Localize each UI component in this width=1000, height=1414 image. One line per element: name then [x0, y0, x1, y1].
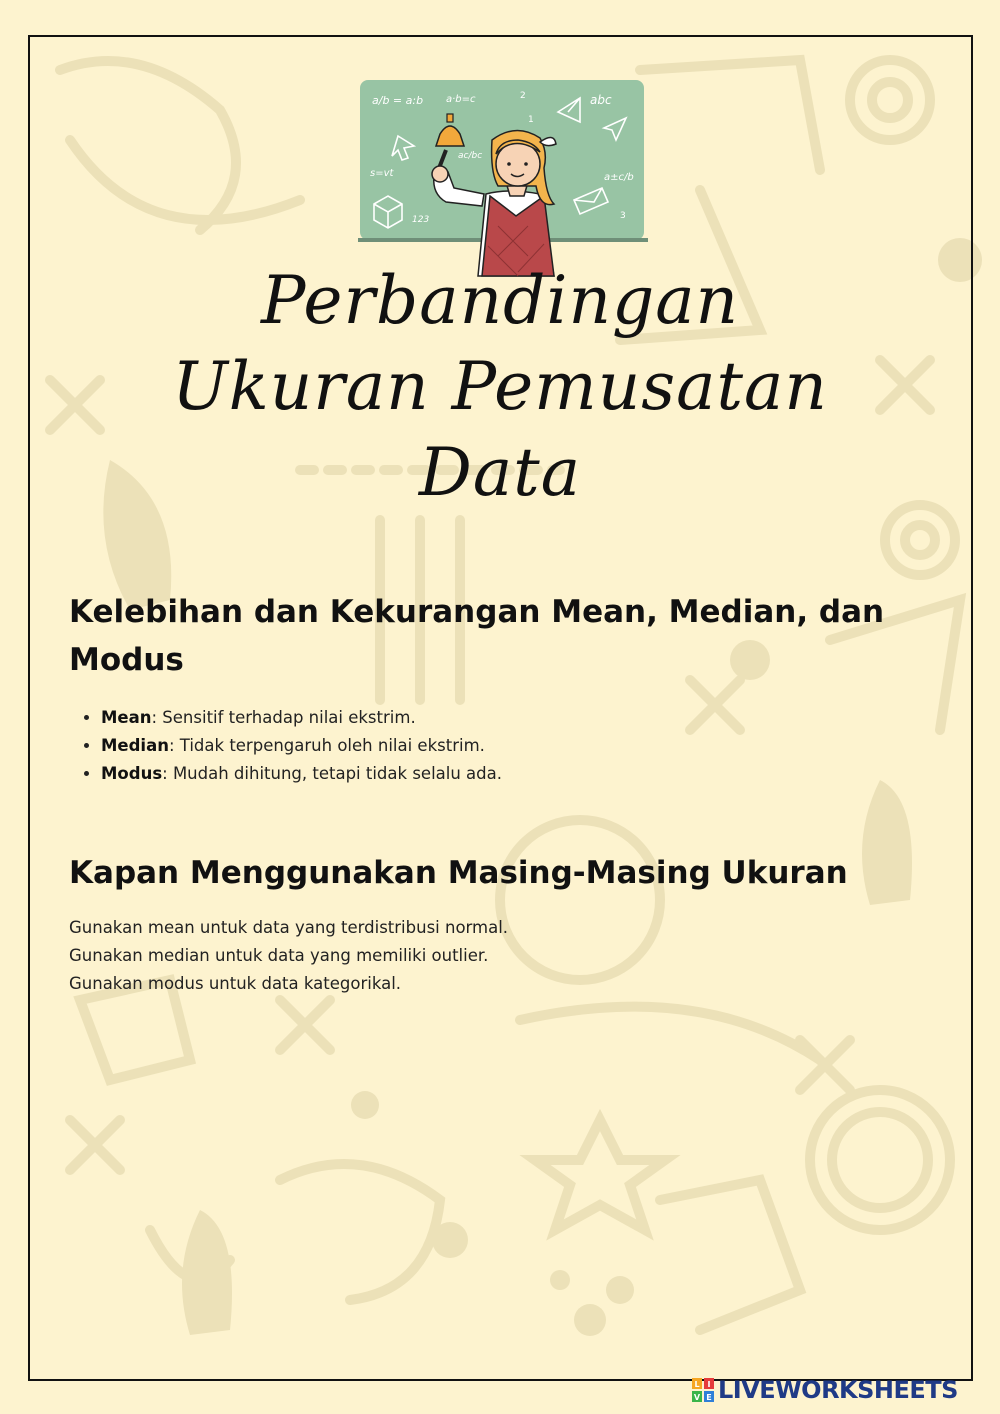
paragraph-line: Gunakan mean untuk data yang terdistribusi normal.: [69, 918, 509, 937]
board-mark: a/b = a:b: [372, 94, 424, 107]
board-mark: 123: [412, 215, 430, 225]
section-heading-kelebihan: Kelebihan dan Kekurangan Mean, Median, dan Modus: [69, 594, 885, 678]
board-mark: 3: [620, 211, 626, 221]
board-mark: 1: [528, 115, 534, 125]
liveworksheets-logo-icon: [692, 1378, 714, 1402]
board-mark: 2: [520, 91, 526, 101]
board-mark: s=vt: [370, 168, 394, 179]
board-mark: a±c/b: [604, 172, 634, 183]
list-item: [101, 704, 961, 732]
list-item-text: : Sensitif terhadap nilai ekstrim.: [151, 708, 416, 727]
mean-median-mode-list: [69, 704, 961, 788]
paragraph-line: Gunakan modus untuk data kategorikal.: [69, 974, 402, 993]
list-item-term: Modus: [101, 764, 163, 783]
page-title: [60, 258, 940, 516]
title-line: Perbandingan: [260, 262, 740, 339]
teacher-chalkboard-illustration: [358, 76, 648, 286]
title-line: Ukuran Pemusatan: [172, 348, 828, 425]
svg-text:E: E: [706, 1393, 712, 1402]
board-mark: ac/bc: [458, 151, 483, 161]
board-mark: abc: [590, 93, 612, 107]
list-item-text: : Mudah dihitung, tetapi tidak selalu ada.: [162, 764, 502, 783]
list-item: [101, 760, 961, 788]
list-item-term: Mean: [101, 708, 152, 727]
brand-name: LIVEWORKSHEETS: [718, 1376, 958, 1404]
liveworksheets-watermark: [692, 1374, 958, 1406]
title-line: Data: [418, 434, 582, 511]
section-heading-kapan: Kapan Menggunakan Masing-Masing Ukuran: [69, 855, 848, 891]
svg-text:L: L: [694, 1380, 700, 1389]
list-item: [101, 732, 961, 760]
paragraph-line: Gunakan median untuk data yang memiliki outlier.: [69, 946, 489, 965]
list-item-text: : Tidak terpengaruh oleh nilai ekstrim.: [168, 736, 485, 755]
usage-paragraph: [69, 914, 929, 998]
svg-text:I: I: [707, 1380, 711, 1389]
svg-text:V: V: [693, 1393, 701, 1402]
board-mark: a·b=c: [446, 94, 476, 105]
list-item-term: Median: [101, 736, 169, 755]
